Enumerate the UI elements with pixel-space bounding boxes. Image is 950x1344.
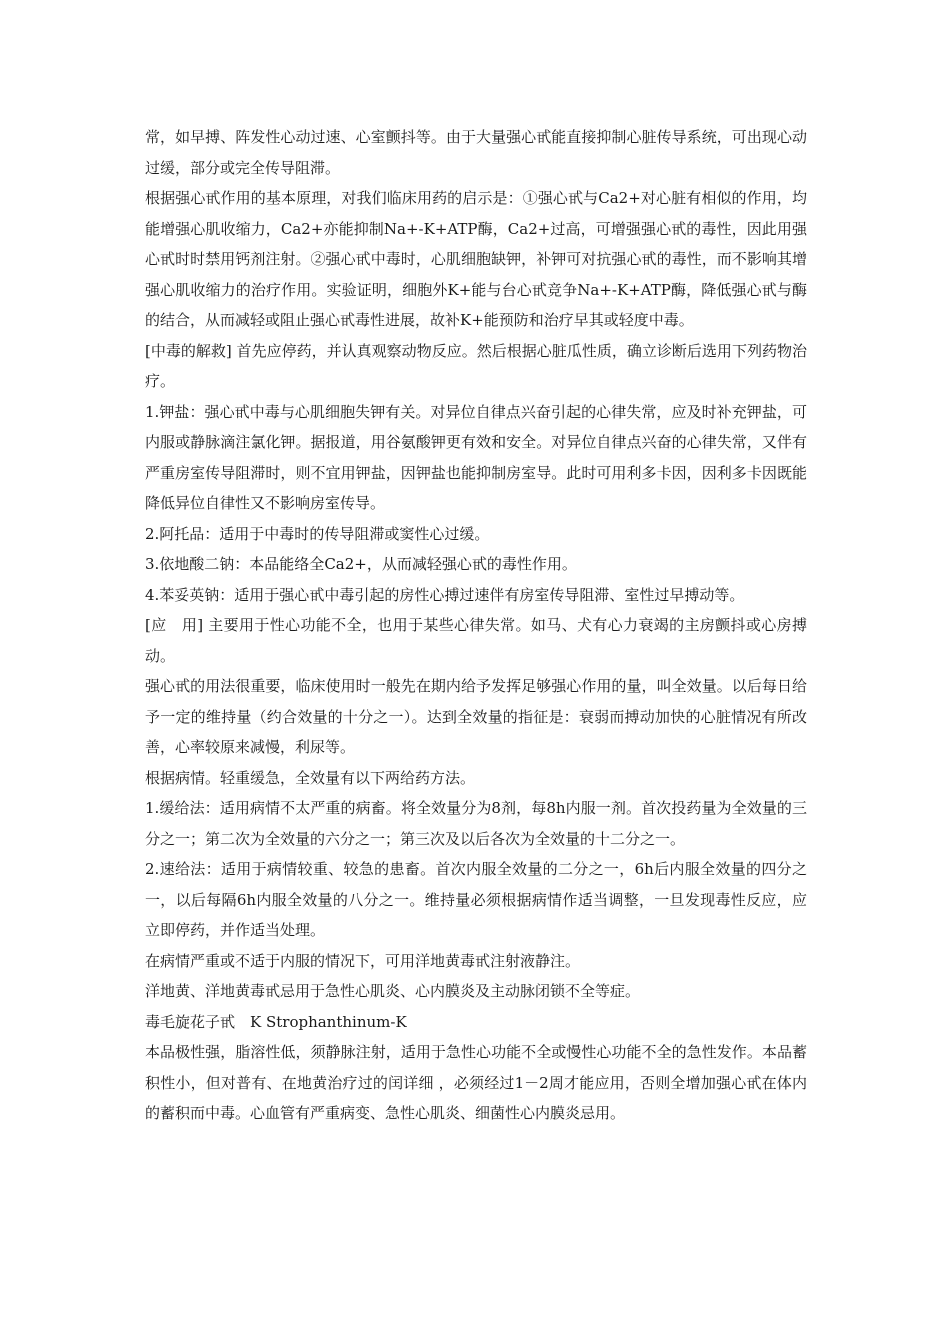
paragraph-poisoning-rescue: [中毒的解救] 首先应停药，并认真观察动物反应。然后根据心脏瓜性质，确立诊断后选用下列药物治疗。 — [145, 341, 807, 390]
paragraph-dosing-methods: 根据病情。轻重缓急，全效量有以下两给药方法。 — [145, 768, 476, 787]
paragraph-principle: 根据强心甙作用的基本原理，对我们临床用药的启示是：①强心甙与Ca2+对心脏有相似的作用，均能增强心肌收缩力，Ca2+亦能抑制Na+-K+ATP酶，Ca2+过高，可增强强心甙的毒性，因此用强心甙时时禁用钙剂注射。②强心甙中毒时，心肌细胞缺钾，补钾可对抗强心甙的毒性，而不影响其增强心肌收缩力的治疗作用。实验证明，细胞外K+能与台心甙竞争Na+-K+ATP酶，降低强心甙与酶的结合，从而减轻或阻止强心甙毒性进展，故补K+能预防和治疗早其或轻度中毒。 — [145, 189, 807, 329]
document-body — [145, 122, 807, 1129]
paragraph-fast-method: 2.速给法：适用于病情较重、较急的患畜。首次内服全效量的二分之一，6h后内服全效量的四分之一，以后每隔6h内服全效量的八分之一。维持量必须根据病情作适当调整，一旦发现毒性反应，应立即停药，并作适当处理。 — [145, 860, 807, 939]
paragraph-strophanthin-description: 本品极性强，脂溶性低，须静脉注射，适用于急性心功能不全或慢性心功能不全的急性发作。本品蓄积性小，但对普有、在地黄治疗过的闰详细 ，必须经过1－2周才能应用，否则全增加强心甙在体内的蓄积而中毒。心血管有严重病变、急性心肌炎、细菌性心内膜炎忌用。 — [145, 1043, 807, 1122]
paragraph-injection: 在病情严重或不适于内服的情况下，可用洋地黄毒甙注射液静注。 — [145, 951, 581, 970]
paragraph-contraindications: 洋地黄、洋地黄毒甙忌用于急性心肌炎、心内膜炎及主动脉闭锁不全等症。 — [145, 982, 641, 1000]
paragraph-application: [应 用] 主要用于性心功能不全，也用于某些心律失常。如马、犬有心力衰竭的主房颤抖或心房搏动。 — [145, 616, 807, 665]
paragraph-edetate: 3.依地酸二钠：本品能络全Ca2+，从而减轻强心甙的毒性作用。 — [145, 555, 577, 573]
paragraph-atropine: 2.阿托品：适用于中毒时的传导阻滞或窦性心过缓。 — [145, 524, 490, 543]
paragraph-phenytoin: 4.苯妥英钠：适用于强心甙中毒引起的房性心搏过速伴有房室传导阻滞、室性过早搏动等。 — [145, 585, 745, 604]
paragraph-strophanthin-heading: 毒毛旋花子甙 K Strophanthinum-K — [145, 1012, 407, 1031]
paragraph-slow-method: 1.缓给法：适用病情不太严重的病畜。将全效量分为8剂，每8h内服一剂。首次投药量为全效量的三分之一；第二次为全效量的六分之一；第三次及以后各次为全效量的十二分之一。 — [145, 799, 807, 848]
paragraph-dosage-usage: 强心甙的用法很重要，临床使用时一般先在期内给予发挥足够强心作用的量，叫全效量。以后每日给予一定的维持量（约合效量的十分之一）。达到全效量的指征是：衰弱而搏动加快的心脏情况有所改善，心率较原来减慢，利尿等。 — [145, 677, 807, 756]
paragraph-potassium-salt: 1.钾盐：强心甙中毒与心肌细胞失钾有关。对异位自律点兴奋引起的心律失常，应及时补充钾盐，可内服或静脉滴注氯化钾。据报道，用谷氨酸钾更有效和安全。对异位自律点兴奋的心律失常，又伴有严重房室传导阻滞时，则不宜用钾盐，因钾盐也能抑制房室导。此时可用利多卡因，因利多卡因既能降低异位自律性又不影响房室传导。 — [145, 402, 807, 512]
paragraph-conduction-block: 常，如早搏、阵发性心动过速、心室颤抖等。由于大量强心甙能直接抑制心脏传导系统，可出现心动过缓，部分或完全传导阻滞。 — [145, 128, 807, 177]
